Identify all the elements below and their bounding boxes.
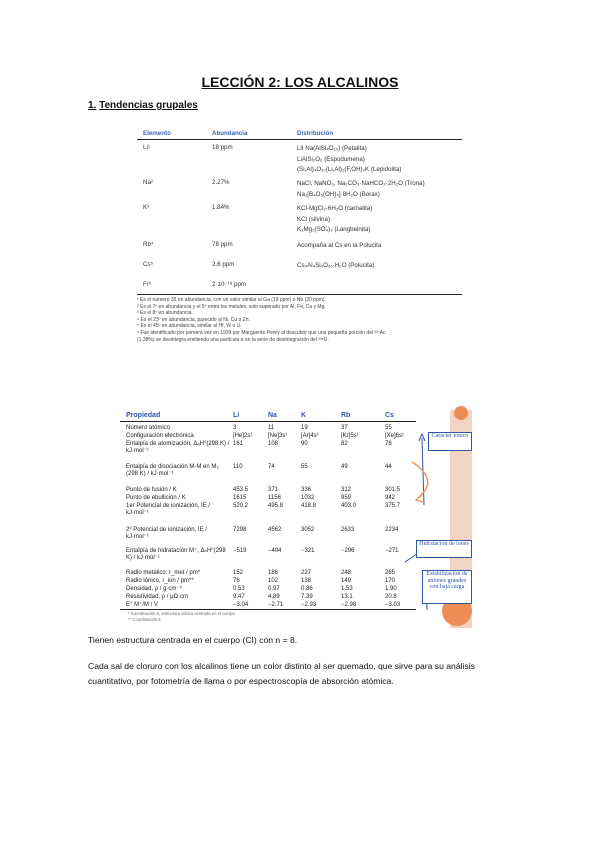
header-k: K	[301, 412, 307, 419]
property-value: 186	[268, 570, 279, 576]
property-value: 55	[385, 425, 392, 431]
element-symbol: Li¹	[143, 144, 150, 151]
element-symbol: Rb⁴	[143, 241, 154, 248]
property-value: −2.71	[268, 602, 284, 608]
element-abundance: 1.84%	[212, 204, 230, 211]
property-value: 20.8	[385, 594, 397, 600]
property-name: Punto de fusión / K	[126, 487, 177, 493]
element-distribution	[297, 204, 372, 236]
footnote: * Coordinación 8, estructura cúbica centrada en el cuerpo	[128, 611, 235, 616]
property-value: 312	[341, 487, 352, 493]
property-value: 108	[268, 441, 279, 447]
property-value: 0.86	[301, 586, 313, 592]
property-value: 2234	[385, 527, 399, 533]
properties-table	[120, 410, 469, 628]
property-value: 7298	[233, 527, 247, 533]
property-name: Número atómico	[126, 425, 171, 431]
element-distribution	[297, 144, 401, 176]
element-abundance: 2.27%	[212, 179, 230, 186]
element-abundance: 2·10⁻¹⁸ ppm	[212, 281, 247, 288]
abundance-table	[137, 129, 462, 343]
abundance-note: ² Es el 7º en abundancia y el 5º entre los metales, solo superado por Al, Fe, Ca y Mg.	[137, 303, 326, 310]
property-value: 90	[301, 441, 308, 447]
distribution-mineral: KCl (silvina)	[297, 215, 331, 223]
header-distribution: Distribución	[297, 130, 334, 137]
distribution-mineral: LiI Na(AlSi₄O₁₀) (Petalita)	[297, 145, 367, 152]
header-na: Na	[268, 412, 277, 419]
property-value: 1615	[233, 495, 247, 501]
property-value: 7.39	[301, 594, 313, 600]
element-distribution	[297, 179, 425, 200]
abundance-row	[137, 203, 462, 240]
element-distribution	[297, 241, 381, 252]
abundance-note: ³ Es el 8º en abundancia.	[137, 310, 193, 317]
property-value: −404	[268, 548, 282, 554]
distribution-mineral: NaCl, NaNO₃, Na₂CO₃·NaHCO₃·2H₂O (Trona)	[297, 180, 425, 187]
property-name: Configuración electrónica	[126, 433, 194, 439]
property-value: 3052	[301, 527, 315, 533]
property-value: 3	[233, 425, 237, 431]
property-value: 152	[233, 570, 244, 576]
property-value: 9.47	[233, 594, 245, 600]
property-value: 82	[341, 441, 348, 447]
property-value: 0.53	[233, 586, 245, 592]
property-value: 37	[341, 425, 348, 431]
property-name: 2º Potencial de ionización, IE / kJ·mol⁻¹	[126, 527, 207, 540]
property-value: 1156	[268, 495, 281, 501]
property-value: 55	[301, 464, 308, 470]
property-name: Entalpía de atomización, ΔₐH°(298 K) / kJ·mol⁻¹	[126, 441, 230, 454]
property-value: [Ne]3s¹	[268, 433, 288, 439]
abundance-notes	[137, 295, 462, 343]
property-value: 959	[341, 495, 352, 501]
paragraph-flame-test: Cada sal de cloruro con los alcalinos tiene un color distinto al ser quemado, que sirve para su análisis cuantitativo, por fotometría de llama o por espectroscopía de absorción atómica.	[88, 661, 475, 686]
property-value: −519	[233, 548, 247, 554]
header-li: Li	[233, 412, 240, 419]
abundance-row	[137, 280, 462, 292]
property-value: 520.2	[233, 503, 249, 509]
property-value: 942	[385, 495, 396, 501]
abundance-note: ⁶ Fue identificado por primera vez en 1939 por Marguerite Perey al descubrir que una pequeña porción del ²²⁷Ac	[137, 329, 386, 336]
property-value: 2633	[341, 527, 355, 533]
header-abundance: Abundancia	[212, 130, 248, 137]
property-value: 13.1	[341, 594, 353, 600]
abundance-row	[137, 178, 462, 203]
property-value: −2.93	[301, 602, 317, 608]
property-value: −296	[341, 548, 355, 554]
property-name: Punto de ebullición / K	[126, 495, 186, 501]
distribution-mineral: KCl·MgCl₂·6H₂O (carnalita)	[297, 205, 373, 212]
property-value: 49	[341, 464, 348, 470]
property-value: 76	[233, 578, 240, 584]
property-value: 371	[268, 487, 279, 493]
section-label: Tendencias grupales	[99, 100, 198, 111]
property-value: −2.98	[341, 602, 357, 608]
property-value: 161	[233, 441, 244, 447]
distribution-mineral: Cs₄Al₄Si₉O₂₆·H₂O (Polucita)	[297, 262, 375, 269]
property-name: Radio metálico, r_met / pm*	[126, 570, 201, 576]
property-value: −271	[385, 548, 399, 554]
abundance-row	[137, 260, 462, 280]
property-value: 1032	[301, 495, 315, 501]
property-value: 265	[385, 570, 396, 576]
property-value: 44	[385, 464, 392, 470]
element-symbol: Cs⁵	[143, 261, 154, 268]
property-value: 336	[301, 487, 312, 493]
element-symbol: K³	[143, 204, 150, 211]
header-property: Propiedad	[126, 412, 161, 419]
property-value: 403.0	[341, 503, 357, 509]
property-value: 301.5	[385, 487, 401, 493]
header-element: Elemento	[143, 130, 171, 137]
header-cs: Cs	[385, 412, 394, 419]
element-abundance: 2.6 ppm	[212, 261, 235, 268]
page-title: LECCIÓN 2: LOS ALCALINOS	[201, 74, 399, 90]
property-value: [Kr]5s¹	[341, 433, 359, 439]
property-value: 227	[301, 570, 312, 576]
paragraph-structure: Tienen estructura centrada en el cuerpo (CI) con n = 8.	[88, 635, 298, 645]
section-heading	[88, 100, 198, 111]
abundance-row	[137, 143, 462, 178]
property-value: −3.03	[385, 602, 401, 608]
abundance-note: ⁵ Es el 45º en abundancia, similar al Hf, W o U.	[137, 323, 242, 330]
callout-ionic-character: Carácter iónico	[428, 432, 472, 451]
distribution-mineral: K₂Mg₂(SO₄)₃ (Langbeinita)	[297, 226, 371, 233]
callout-ion-hydration: Hidratación de iones	[416, 540, 472, 558]
element-symbol: Na²	[143, 179, 153, 186]
callout-anion-stabilization: Estabilización de aniones grandes con baja carga	[422, 570, 472, 604]
property-value: 1.90	[385, 586, 397, 592]
property-name: Entalpía de hidratación M⁺, ΔₕH°(298 K) / kJ·mol⁻¹	[126, 548, 226, 561]
property-value: 78	[385, 441, 392, 447]
element-symbol: Fr⁶	[143, 281, 152, 288]
distribution-mineral: Na₂[B₄O₅(OH)₄]·8H₂O (Borax)	[297, 190, 380, 198]
property-value: 4.89	[268, 594, 280, 600]
property-value: 453.5	[233, 487, 249, 493]
header-rb: Rb	[341, 412, 351, 419]
abundance-row	[137, 240, 462, 260]
property-name: 1er Potencial de ionización, IE / kJ·mol⁻¹	[126, 503, 211, 516]
property-value: 1.53	[341, 586, 353, 592]
property-value: 149	[341, 578, 352, 584]
property-value: [Xe]6s¹	[385, 433, 405, 439]
footnote: ** Coordinación 6	[128, 617, 161, 622]
distribution-mineral: Acompaña al Cs en la Polucita	[297, 242, 382, 249]
distribution-mineral: (Si,Al)₄O₁₀(Li,Al)₂(F,OH)₂K (Lepidolita)	[297, 166, 402, 173]
property-value: 138	[301, 578, 312, 584]
element-distribution	[297, 261, 374, 272]
element-abundance: 18 ppm	[212, 144, 233, 151]
property-value: −321	[301, 548, 315, 554]
property-value: 4562	[268, 527, 282, 533]
property-name: Densidad, ρ / g·cm⁻³	[126, 586, 182, 592]
element-abundance: 78 ppm	[212, 241, 233, 248]
property-value: 110	[233, 464, 243, 470]
section-number: 1.	[88, 100, 97, 111]
property-name: Resistividad, ρ / μΩ·cm	[126, 594, 189, 600]
abundance-note: ⁴ Es el 23º en abundancia, parecido al Ni, Cu o Zn.	[137, 316, 250, 323]
property-name: Radio iónico, r_ion / pm**	[126, 578, 194, 584]
abundance-note: (1.38%) se desintegra emitiendo una partícula α en la serie de desintegración del ²³⁵U.	[137, 336, 329, 343]
annotation-arrows	[120, 410, 465, 628]
property-value: −3.04	[233, 602, 249, 608]
abundance-note: ¹ Es el número 35 en abundancia, con un valor similar al Ga (19 ppm) o Nb (20 ppm).	[137, 297, 326, 303]
property-name: E° M⁺/M / V	[126, 602, 158, 608]
property-value: [He]2s¹	[233, 433, 253, 439]
property-value: 418.8	[301, 503, 317, 509]
property-value: 102	[268, 578, 279, 584]
property-value: 170	[385, 578, 396, 584]
property-value: 11	[268, 425, 275, 431]
property-value: 19	[301, 425, 308, 431]
property-value: 375.7	[385, 503, 401, 509]
distribution-mineral: LiAlSi₂O₆ (Espodumena)	[297, 155, 365, 163]
abundance-table-header	[137, 129, 462, 140]
property-name: Entalpía de disociación M-M en M₂ (298 K) / kJ·mol⁻¹	[126, 464, 219, 477]
property-value: 74	[268, 464, 275, 470]
property-value: 495.8	[268, 503, 284, 509]
property-value: [Ar]4s¹	[301, 433, 319, 439]
property-value: 0.97	[268, 586, 280, 592]
property-value: 248	[341, 570, 352, 576]
